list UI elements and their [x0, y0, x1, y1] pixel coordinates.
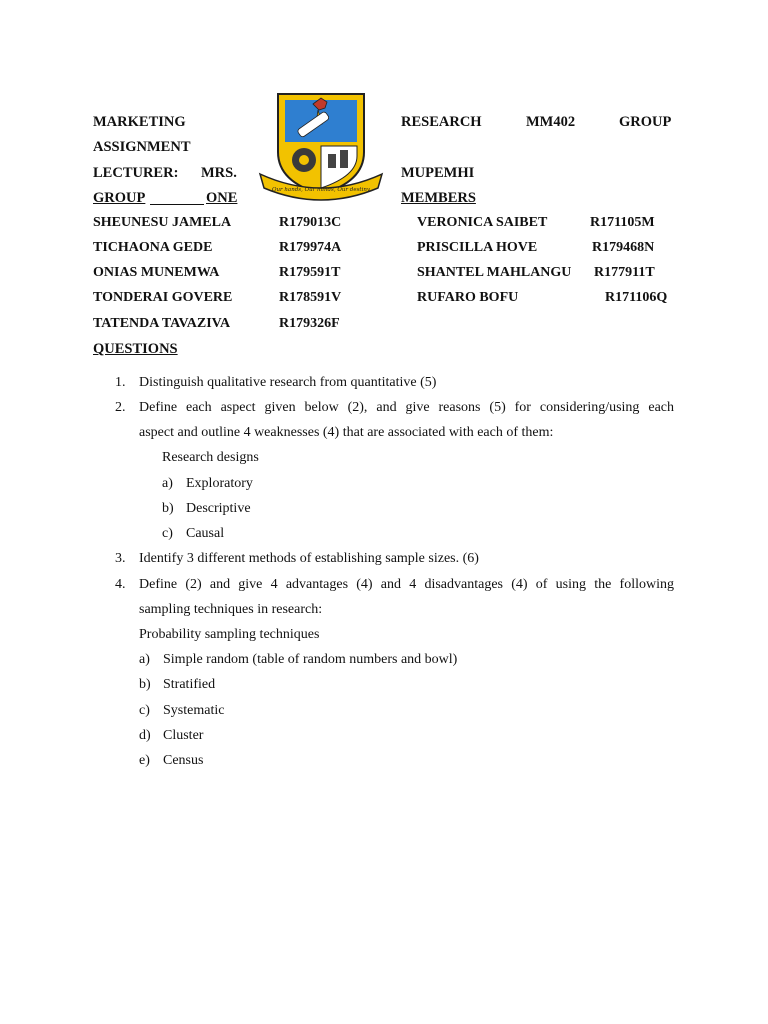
title-course-code: MM402: [526, 114, 576, 130]
member-id: R178591V: [279, 290, 342, 305]
list-letter: a): [162, 476, 173, 491]
member-name: SHANTEL MAHLANGU: [417, 265, 572, 280]
question-text: aspect and outline 4 weaknesses (4) that are associated with each of them:: [139, 425, 554, 440]
question-text: Identify 3 different methods of establishing sample sizes. (6): [139, 551, 479, 566]
member-name: TONDERAI GOVERE: [93, 290, 233, 305]
list-item: Simple random (table of random numbers and bowl): [163, 652, 458, 667]
member-name: ONIAS MUNEMWA: [93, 265, 220, 280]
list-letter: b): [162, 501, 174, 516]
member-id: R177911T: [594, 265, 655, 280]
title-marketing: MARKETING: [93, 114, 186, 130]
member-id: R171106Q: [605, 290, 668, 305]
lecturer-name: MUPEMHI: [401, 165, 475, 181]
group-underline-gap: [150, 204, 204, 205]
sub-heading: Probability sampling techniques: [139, 627, 320, 642]
list-item: Census: [163, 753, 204, 768]
members-label: MEMBERS: [401, 190, 476, 206]
list-letter: a): [139, 652, 150, 667]
group-number: ONE: [206, 190, 238, 206]
list-item: Cluster: [163, 728, 204, 743]
sub-heading: Research designs: [162, 450, 259, 465]
list-letter: c): [139, 703, 150, 718]
list-letter: b): [139, 677, 151, 692]
member-id: R171105M: [590, 215, 655, 230]
list-letter: c): [162, 526, 173, 541]
question-number: 4.: [115, 577, 126, 592]
list-item: Exploratory: [186, 476, 253, 491]
member-id: R179974A: [279, 240, 342, 255]
list-item: Causal: [186, 526, 225, 541]
lecturer-label: LECTURER:: [93, 165, 179, 181]
question-number: 3.: [115, 551, 126, 566]
title-assignment: ASSIGNMENT: [93, 139, 191, 155]
question-text: Distinguish qualitative research from quantitative (5): [139, 375, 437, 390]
member-name: TATENDA TAVAZIVA: [93, 316, 231, 331]
title-research: RESEARCH: [401, 114, 482, 130]
member-id: R179591T: [279, 265, 341, 280]
member-name: TICHAONA GEDE: [93, 240, 213, 255]
crest-motto: Our hands, Our minds, Our destiny: [271, 187, 371, 193]
group-label: GROUP: [93, 190, 146, 206]
title-group: GROUP: [619, 114, 672, 130]
member-id: R179013C: [279, 215, 342, 230]
question-text: Define (2) and give 4 advantages (4) and 4 disadvantages (4) of using the following: [139, 577, 674, 592]
question-number: 2.: [115, 400, 126, 415]
list-letter: d): [139, 728, 151, 743]
questions-heading: QUESTIONS: [93, 341, 178, 357]
list-item: Descriptive: [186, 501, 251, 516]
lecturer-title: MRS.: [201, 165, 237, 181]
member-name: VERONICA SAIBET: [417, 215, 548, 230]
member-name: SHEUNESU JAMELA: [93, 215, 232, 230]
member-name: RUFARO BOFU: [417, 290, 519, 305]
member-name: PRISCILLA HOVE: [417, 240, 538, 255]
question-text: sampling techniques in research:: [139, 602, 323, 617]
list-letter: e): [139, 753, 150, 768]
university-crest-icon: [258, 90, 384, 204]
list-item: Stratified: [163, 677, 216, 692]
member-id: R179468N: [592, 240, 655, 255]
question-number: 1.: [115, 375, 126, 390]
member-id: R179326F: [279, 316, 340, 331]
list-item: Systematic: [163, 703, 225, 718]
question-text: Define each aspect given below (2), and give reasons (5) for considering/using each: [139, 400, 674, 415]
